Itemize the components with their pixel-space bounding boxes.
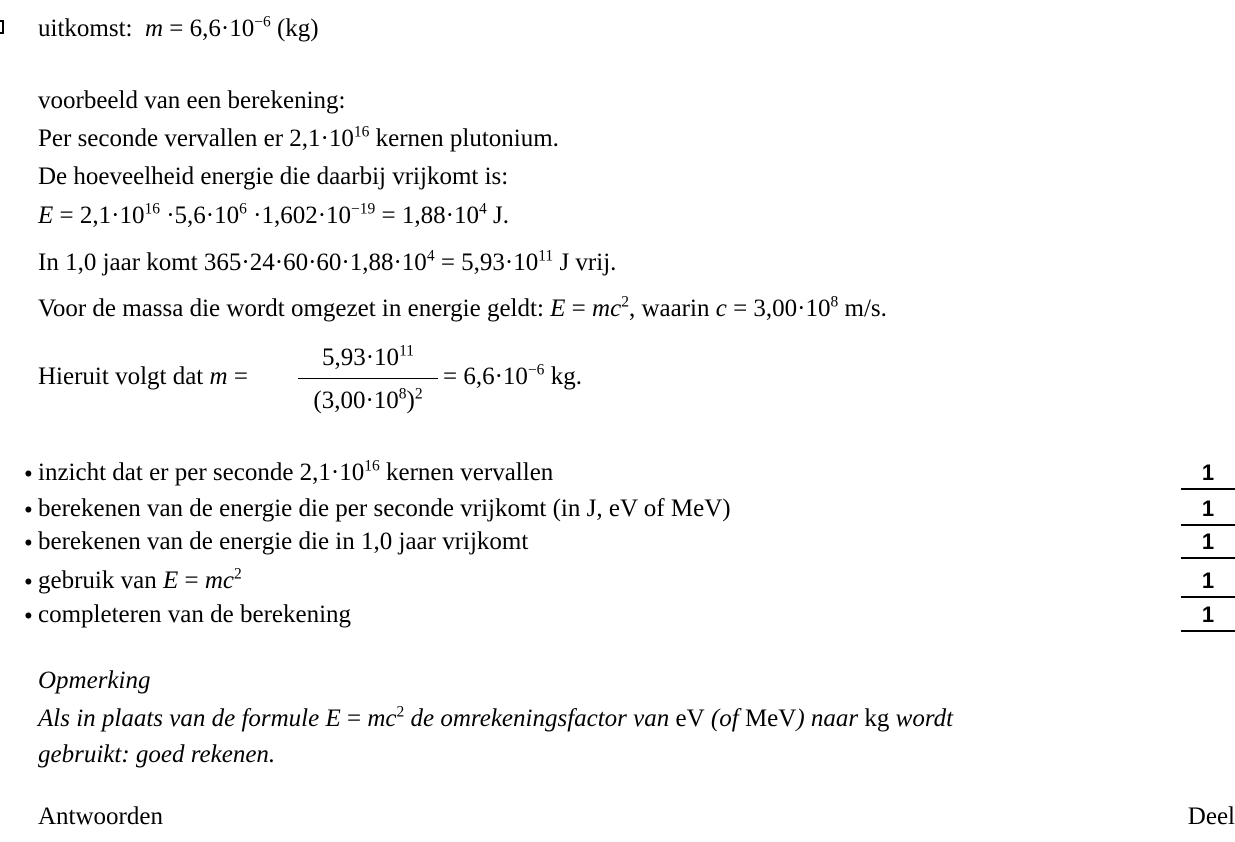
opmerking-title: Opmerking bbox=[38, 667, 151, 694]
criterion-1-pre: inzicht dat er per seconde 2,1·10 bbox=[38, 459, 365, 486]
opmerking-c: (of bbox=[704, 705, 745, 732]
calc-line-5-pre: Voor de massa die wordt omgezet in energie geldt: bbox=[38, 295, 551, 322]
calc-line-5-E: E bbox=[550, 295, 566, 322]
opmerking-eq: = bbox=[340, 705, 368, 732]
points-1: 1 bbox=[1181, 462, 1235, 490]
calc-line-6-m: m bbox=[209, 363, 228, 390]
fraction-denominator bbox=[298, 379, 438, 415]
opmerking-mev: MeV bbox=[744, 705, 797, 732]
fraction-numerator bbox=[298, 344, 438, 378]
calc-line-3-e2: 6 bbox=[239, 200, 247, 218]
points-5: 1 bbox=[1181, 604, 1235, 632]
calc-line-5-e2: 8 bbox=[830, 293, 839, 311]
footer-left: Antwoorden bbox=[38, 803, 163, 830]
calc-line-5-e1: 2 bbox=[621, 293, 629, 311]
criterion-4-E: E bbox=[162, 567, 179, 594]
criterion-2: berekenen van de energie die per seconde vrijkomt (in J, eV of MeV) bbox=[38, 495, 731, 522]
points-3: 1 bbox=[1181, 531, 1235, 559]
calc-line-3-c: ·1,602·10 bbox=[246, 202, 352, 229]
opmerking-exp: 2 bbox=[396, 703, 405, 721]
calc-line-4-post: J vrij. bbox=[553, 249, 617, 276]
voorbeeld-heading: voorbeeld van een berekening: bbox=[38, 87, 346, 114]
calc-line-3-post: J. bbox=[486, 202, 509, 229]
bullet-2: • bbox=[24, 497, 33, 524]
uitkomst-exp: −6 bbox=[254, 13, 271, 31]
opmerking-line-1 bbox=[38, 703, 954, 732]
bullet-5: • bbox=[24, 603, 33, 630]
calc-line-6-post: kg. bbox=[544, 363, 582, 390]
calc-line-6-result-exp: −6 bbox=[527, 361, 545, 379]
calc-line-1-pre: Per seconde vervallen er 2,1·10 bbox=[38, 125, 354, 152]
criterion-1-post: kernen vervallen bbox=[379, 459, 554, 486]
calc-line-4-e1: 4 bbox=[426, 247, 435, 265]
calc-line-5-c: c bbox=[715, 295, 727, 322]
calc-line-3-b: ·5,6·10 bbox=[159, 202, 240, 229]
opmerking-e: wordt bbox=[889, 705, 954, 732]
criterion-4-eq: = bbox=[178, 567, 205, 594]
calc-line-5 bbox=[38, 293, 887, 322]
fraction-num-text: 5,93·10 bbox=[321, 344, 400, 371]
opmerking-line-2: gebruikt: goed rekenen. bbox=[38, 741, 276, 768]
calc-line-5-mc: mc bbox=[592, 295, 622, 322]
calc-line-6-result: = 6,6·10 bbox=[443, 363, 528, 390]
calc-line-6-pre: Hieruit volgt dat bbox=[38, 363, 210, 390]
criterion-1 bbox=[38, 457, 554, 486]
opmerking-E: E bbox=[325, 705, 341, 732]
points-2: 1 bbox=[1181, 498, 1235, 526]
calc-line-3-a: = 2,1·10 bbox=[53, 202, 145, 229]
calc-line-3 bbox=[38, 200, 509, 229]
opmerking-mc: mc bbox=[367, 705, 397, 732]
calc-line-1-exp: 16 bbox=[353, 123, 370, 141]
calc-line-2: De hoeveelheid energie die daarbij vrijkomt is: bbox=[38, 163, 509, 190]
opmerking-b: de omrekeningsfactor van bbox=[404, 705, 676, 732]
criterion-4-exp: 2 bbox=[234, 565, 242, 583]
calc-line-6-left bbox=[38, 364, 248, 389]
bullet-1: • bbox=[24, 461, 33, 488]
bullet-3: • bbox=[24, 530, 33, 557]
criterion-4-mc: mc bbox=[204, 567, 235, 594]
uitkomst-m: m bbox=[144, 15, 164, 42]
criterion-5: completeren van de berekening bbox=[38, 601, 352, 628]
opmerking-ev: eV bbox=[675, 705, 705, 732]
calc-line-3-d: = 1,88·10 bbox=[375, 202, 479, 229]
calc-line-3-e1: 16 bbox=[144, 200, 160, 218]
bullet-4: • bbox=[24, 569, 33, 596]
criterion-1-exp: 16 bbox=[364, 457, 380, 475]
footer-right: Deel bbox=[1187, 803, 1235, 830]
calc-line-6-right bbox=[443, 361, 582, 390]
criterion-4 bbox=[38, 565, 242, 594]
calc-fraction bbox=[298, 344, 438, 415]
uitkomst-unit: (kg) bbox=[270, 15, 319, 42]
opmerking-kg: kg bbox=[864, 705, 890, 732]
fraction-num-exp: 11 bbox=[399, 342, 414, 360]
fraction-den-exp: 8 bbox=[398, 385, 407, 403]
calc-line-1 bbox=[38, 123, 559, 152]
question-checkbox[interactable] bbox=[0, 20, 4, 34]
uitkomst-label: uitkomst: bbox=[38, 15, 133, 42]
criterion-4-pre: gebruik van bbox=[38, 567, 163, 594]
points-4: 1 bbox=[1181, 570, 1235, 598]
calc-line-1-post: kernen plutonium. bbox=[369, 125, 559, 152]
calc-line-3-e4: 4 bbox=[478, 200, 487, 218]
calc-line-4-e2: 11 bbox=[538, 247, 554, 265]
fraction-den-post: ) bbox=[406, 387, 415, 414]
opmerking-d: ) naar bbox=[796, 705, 865, 732]
uitkomst-value: = 6,6·10 bbox=[163, 15, 255, 42]
fraction-den-exp2: 2 bbox=[414, 385, 423, 403]
calc-line-3-E: E bbox=[38, 202, 54, 229]
calc-line-5-mid: , waarin bbox=[628, 295, 716, 322]
calc-line-4 bbox=[38, 247, 617, 276]
calc-line-5-eq2: = 3,00·10 bbox=[726, 295, 831, 322]
opmerking-a: Als in plaats van de formule bbox=[38, 705, 326, 732]
calc-line-5-eq: = bbox=[565, 295, 593, 322]
calc-line-4-pre: In 1,0 jaar komt 365·24·60·60·1,88·10 bbox=[38, 249, 427, 276]
calc-line-4-mid: = 5,93·10 bbox=[434, 249, 539, 276]
fraction-den-text: (3,00·10 bbox=[313, 387, 399, 414]
uitkomst-line bbox=[38, 13, 319, 42]
calc-line-6-eq: = bbox=[227, 363, 248, 390]
calc-line-3-e3: −19 bbox=[351, 200, 376, 218]
calc-line-5-post: m/s. bbox=[838, 295, 887, 322]
criterion-3: berekenen van de energie die in 1,0 jaar vrijkomt bbox=[38, 528, 529, 555]
